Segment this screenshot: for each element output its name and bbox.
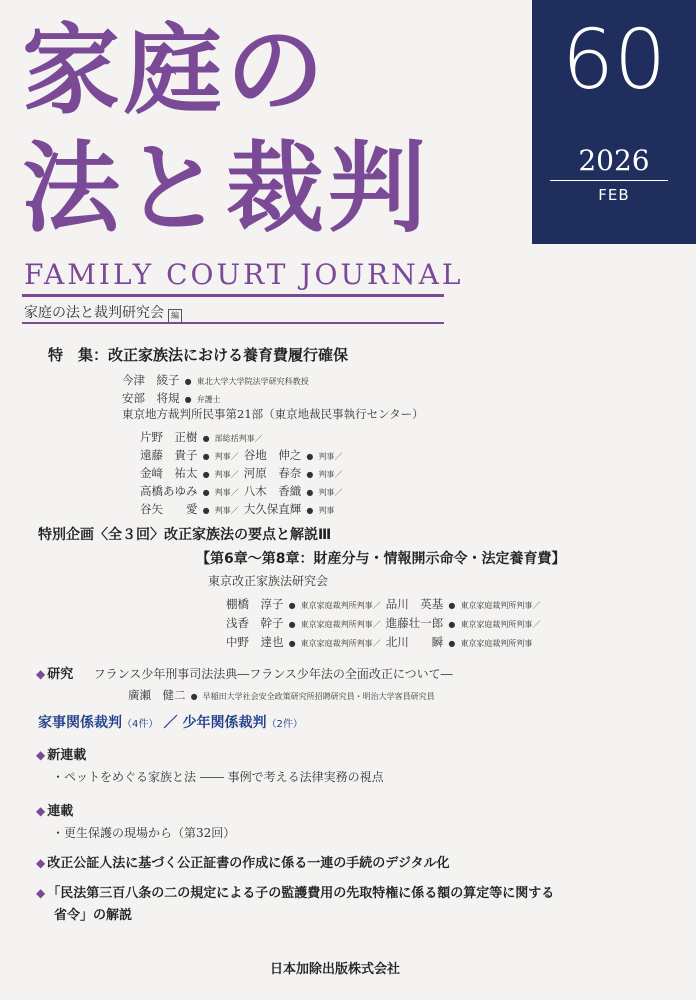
bullet-icon: ● (184, 377, 192, 386)
bullet-icon: ● (184, 395, 192, 404)
bullet-icon: ● (202, 434, 210, 443)
juvenile-cases-label: 少年関係裁判 (182, 715, 267, 731)
research-line (36, 663, 453, 682)
new-series-item: ・ペットをめぐる家族と法 ―― 事例で考える法律実務の視点 (52, 770, 384, 784)
cases-line: 家事関係裁判（4件） ／ 少年関係裁判（2件） (38, 715, 303, 731)
issue-number: 60 (561, 13, 667, 108)
issue-year: 2026 (578, 144, 650, 177)
author-name: 今津 綾子 (122, 373, 180, 387)
diamond-icon: ◆ (36, 856, 46, 870)
article-2-cont: 省令」の解説 (54, 908, 133, 923)
series-item: ・更生保護の現場から（第32回） (52, 826, 236, 840)
issue-divider (550, 180, 668, 181)
journal-title-line2: 法と裁判 (22, 132, 431, 246)
author-name: 安部 将規 (122, 391, 180, 405)
diamond-icon: ◆ (36, 886, 46, 900)
issue-month: FEB (598, 186, 630, 204)
author-affiliation: 東北大学大学院法学研究科教授 (196, 377, 309, 386)
article-2: ◆ 「民法第三百八条の二の規定による子の監護費用の先取特権に係る額の算定等に関する (36, 886, 555, 901)
editor-mark: 編 (168, 309, 182, 323)
special-member-row: 浅香 幹子 ● 東京家庭裁判所判事／ 進藤壮一郎 ● 東京家庭裁判所判事／ (226, 616, 541, 630)
feature-group: 東京地方裁判所民事第21部（東京地裁民事執行センター） (122, 407, 424, 421)
journal-title-line1: 家庭の (22, 14, 329, 128)
group-member-row: 高橋あゆみ ● 判事／ 八木 香織 ● 判事／ (140, 484, 343, 498)
research-title: フランス少年刑事司法法典―フランス少年法の全面改正について― (93, 667, 453, 681)
special-member-row: 中野 達也 ● 東京家庭裁判所判事／ 北川 瞬 ● 東京家庭裁判所判事 (226, 635, 533, 649)
publisher-name: 日本加除出版株式会社 (270, 962, 401, 977)
special-heading: 特別企画〈全３回〉改正家族法の要点と解説Ⅲ (38, 527, 332, 543)
diamond-icon: ◆ (36, 667, 46, 681)
special-group: 東京改正家族法研究会 (208, 574, 329, 588)
editor-name: 家庭の法と裁判研究会 (24, 305, 164, 321)
research-author: 廣瀬 健二 ● 早稲田大学社会安全政策研究所招聘研究員・明治大学客員研究員 (128, 688, 435, 702)
diamond-icon: ◆ (36, 748, 46, 762)
title-divider (22, 294, 444, 297)
series-heading: ◆ 連載 (36, 804, 74, 819)
research-label: 研究 (47, 667, 74, 682)
group-member-row: 谷矢 愛 ● 判事／ 大久保直輝 ● 判事 (140, 502, 335, 516)
feature-author-2 (122, 387, 221, 406)
feature-heading: 特 集：改正家族法における養育費履行確保 (48, 346, 349, 364)
new-series-heading: ◆ 新連載 (36, 748, 87, 763)
feature-author-1 (122, 369, 309, 388)
group-member-row: 金﨑 祐太 ● 判事／ 河原 春奈 ● 判事／ (140, 466, 343, 480)
editor-line (24, 302, 182, 323)
diamond-icon: ◆ (36, 804, 46, 818)
group-member-row: 遠藤 貴子 ● 判事／ 谷地 伸之 ● 判事／ (140, 448, 343, 462)
article-1: ◆ 改正公証人法に基づく公正証書の作成に係る一連の手続のデジタル化 (36, 856, 450, 871)
issue-box (532, 0, 696, 244)
group-member-row: 片野 正樹 ● 部総括判事／ (140, 430, 263, 444)
journal-title-english: FAMILY COURT JOURNAL (24, 258, 464, 291)
special-member-row: 棚橋 淳子 ● 東京家庭裁判所判事／ 品川 英基 ● 東京家庭裁判所判事／ (226, 597, 541, 611)
family-cases-label: 家事関係裁判 (38, 715, 122, 731)
special-subheading: 【第6章～第8章：財産分与・情報開示命令・法定養育費】 (196, 551, 566, 567)
editor-divider (22, 322, 444, 324)
author-affiliation: 弁護士 (196, 395, 221, 404)
